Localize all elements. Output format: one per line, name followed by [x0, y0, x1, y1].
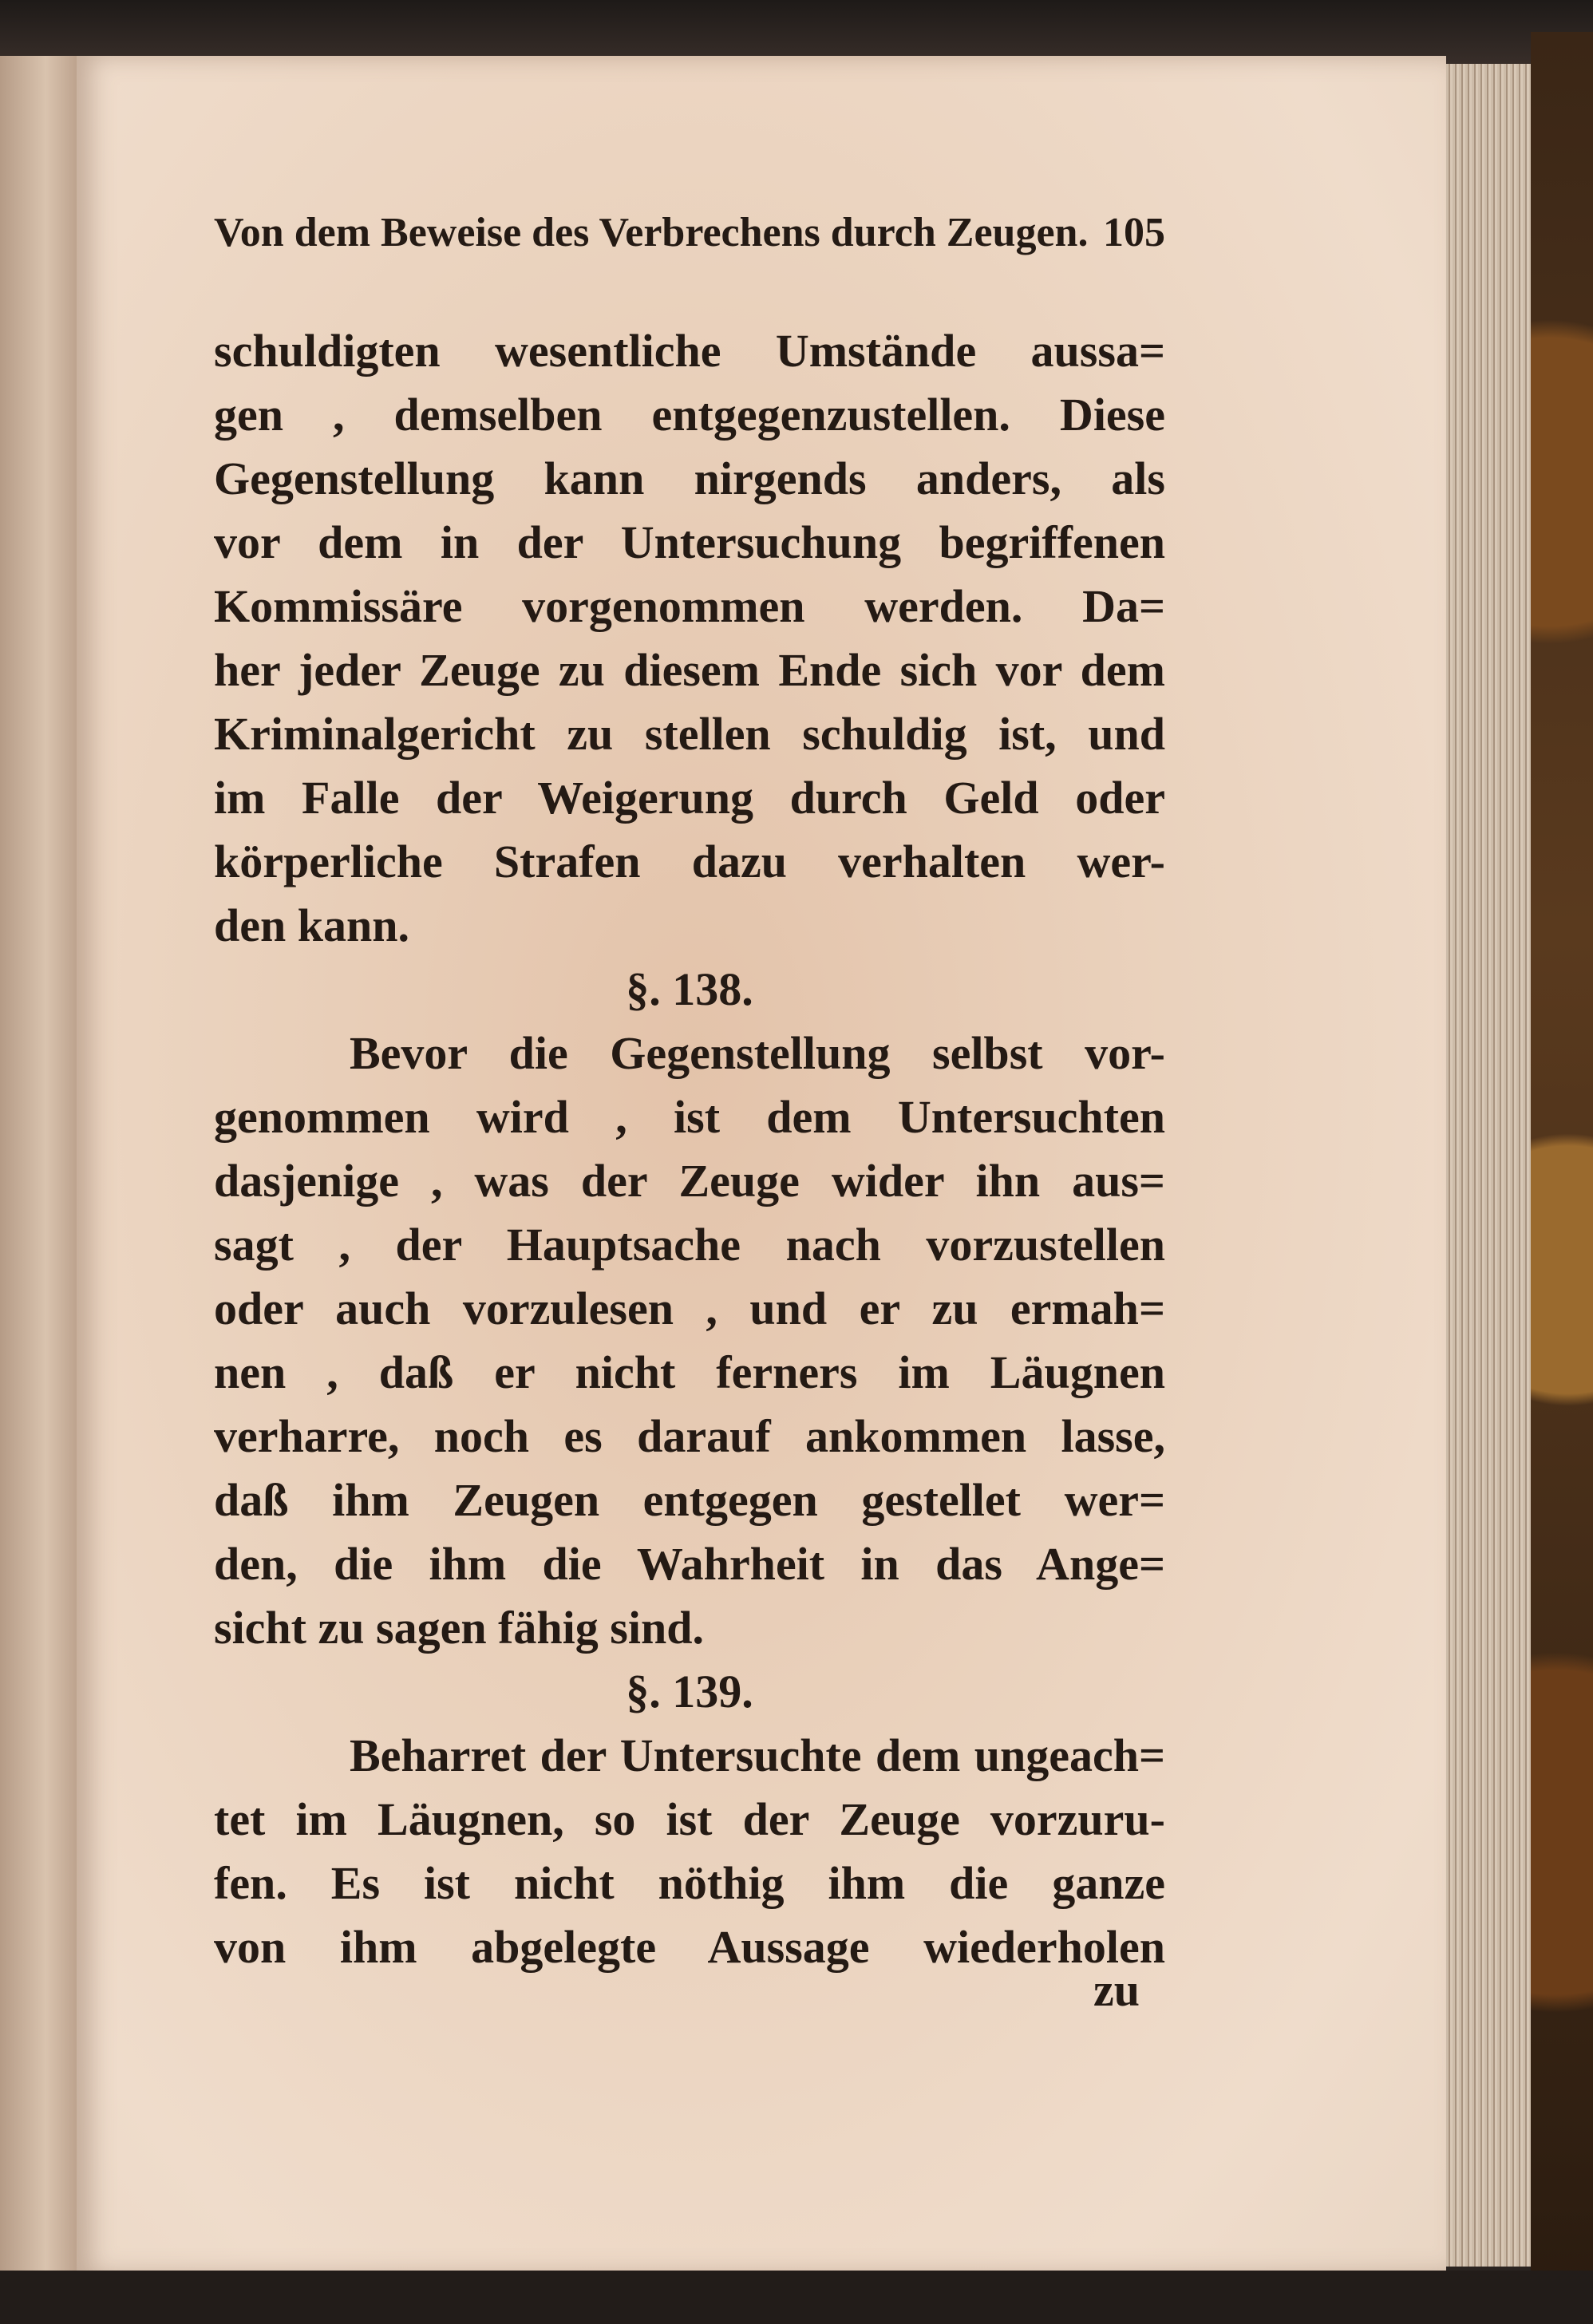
text-line: im Falle der Weigerung durch Geld oder [214, 772, 1165, 824]
book-bottom-background [0, 2271, 1593, 2324]
catchword: zu [1093, 1964, 1140, 2016]
text-line: genommen wird , ist dem Untersuchten [214, 1091, 1165, 1143]
text-line: Beharret der Untersuchte dem ungeach= [350, 1729, 1165, 1781]
text-line: oder auch vorzulesen , und er zu ermah= [214, 1283, 1165, 1334]
text-line: Bevor die Gegenstellung selbst vor- [350, 1027, 1165, 1079]
text-line: her jeder Zeuge zu diesem Ende sich vor dem [214, 644, 1165, 696]
text-line: den kann. [214, 899, 410, 951]
text-line: tet im Läugnen, so ist der Zeuge vorzuru- [214, 1793, 1165, 1845]
header-title: Von dem Beweise des Verbrechens durch Zeugen. [214, 210, 1089, 255]
text-line: schuldigten wesentliche Umstände aussa= [214, 325, 1165, 377]
section-heading-138: §. 138. [626, 963, 753, 1015]
page-body [214, 319, 1165, 1979]
running-header [214, 209, 1165, 256]
page-edges [1446, 64, 1531, 2267]
page-number: 105 [1103, 210, 1165, 255]
text-line: sagt , der Hauptsache nach vorzustellen [214, 1219, 1165, 1271]
section-heading-139: §. 139. [626, 1666, 753, 1717]
text-line: fen. Es ist nicht nöthig ihm die ganze [214, 1857, 1165, 1909]
text-line: Kommissäre vorgenommen werden. Da= [214, 580, 1165, 632]
left-page-edge [0, 56, 77, 2275]
text-line: dasjenige , was der Zeuge wider ihn aus= [214, 1155, 1165, 1207]
text-line: verharre, noch es darauf ankommen lasse, [214, 1410, 1165, 1462]
text-line: körperliche Strafen dazu verhalten wer- [214, 836, 1165, 887]
text-line: gen , demselben entgegenzustellen. Diese [214, 389, 1165, 441]
text-line: Kriminalgericht zu stellen schuldig ist, und [214, 708, 1165, 760]
text-line: sicht zu sagen fähig sind. [214, 1602, 704, 1654]
text-line: daß ihm Zeugen entgegen gestellet wer= [214, 1474, 1165, 1526]
marbled-cover [1531, 32, 1593, 2282]
text-line: vor dem in der Untersuchung begriffenen [214, 516, 1165, 568]
text-line: Gegenstellung kann nirgends anders, als [214, 453, 1165, 504]
text-line: nen , daß er nicht ferners im Läugnen [214, 1346, 1165, 1398]
text-line: den, die ihm die Wahrheit in das Ange= [214, 1538, 1165, 1590]
text-line: von ihm abgelegte Aussage wiederholen [214, 1921, 1165, 1973]
